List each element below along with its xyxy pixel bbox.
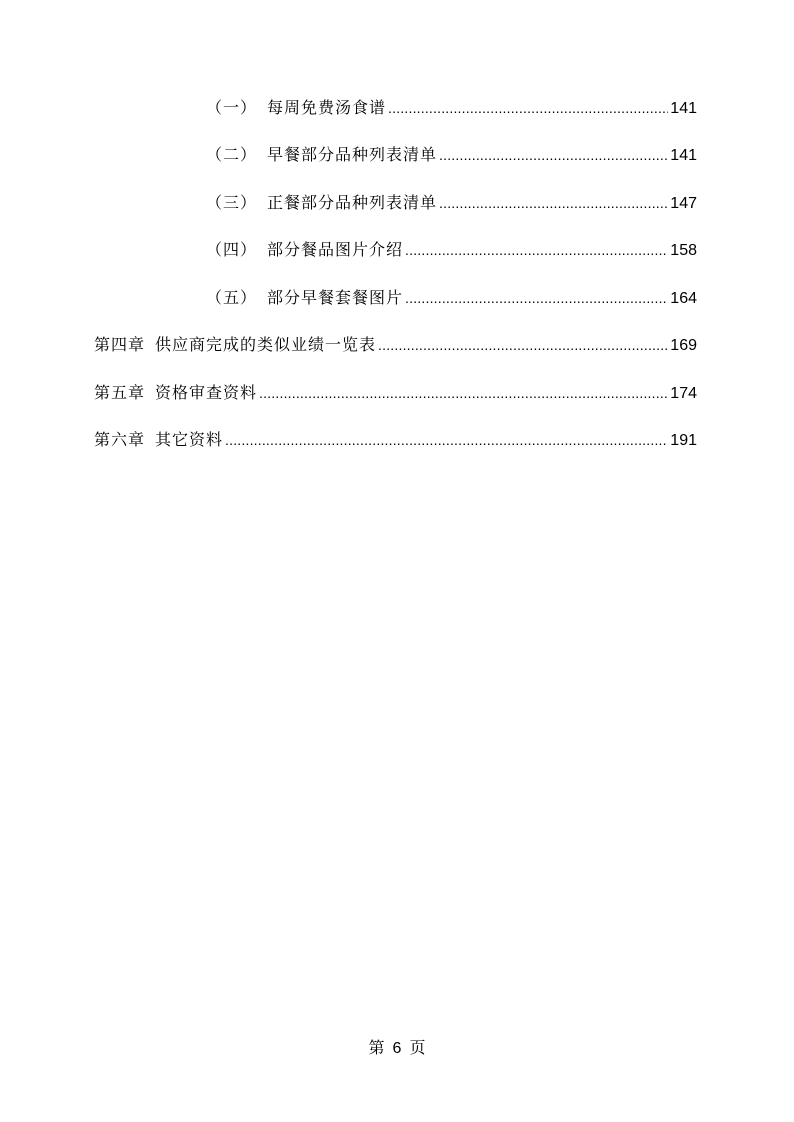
toc-entry-number: 第五章 bbox=[94, 383, 146, 402]
toc-entry-page: 174 bbox=[670, 385, 697, 402]
toc-entry-page: 141 bbox=[670, 147, 697, 164]
toc-entry-number: 第六章 bbox=[94, 430, 146, 449]
toc-entry-page: 169 bbox=[670, 337, 697, 354]
dot-leader bbox=[259, 381, 668, 405]
dot-leader bbox=[439, 143, 668, 167]
toc-entry-page: 158 bbox=[670, 242, 697, 259]
toc-entry-title: 正餐部分品种列表清单 bbox=[267, 193, 438, 212]
toc-entry[interactable] bbox=[206, 143, 697, 167]
toc-entry-title: 资格审查资料 bbox=[155, 383, 258, 402]
dot-leader bbox=[439, 191, 668, 215]
dot-leader bbox=[378, 333, 668, 357]
toc-entry-title: 每周免费汤食谱 bbox=[267, 98, 387, 117]
dot-leader bbox=[405, 238, 668, 262]
toc-entry[interactable] bbox=[206, 96, 697, 120]
page-footer bbox=[0, 1036, 794, 1061]
toc-entry[interactable] bbox=[206, 191, 697, 215]
toc-entry-number: （五） bbox=[206, 288, 258, 307]
page-number: 6 bbox=[392, 1040, 402, 1057]
toc-entry-title: 供应商完成的类似业绩一览表 bbox=[155, 335, 377, 354]
toc-chapter-entry[interactable] bbox=[94, 333, 697, 357]
toc-entry-number: （四） bbox=[206, 240, 258, 259]
page-number-suffix: 页 bbox=[409, 1038, 426, 1057]
toc-entry-number: （一） bbox=[206, 98, 258, 117]
dot-leader bbox=[225, 428, 668, 452]
toc-chapter-entry[interactable] bbox=[94, 428, 697, 452]
toc-entry[interactable] bbox=[206, 238, 697, 262]
toc-entry-page: 141 bbox=[670, 100, 697, 117]
toc-entry-page: 191 bbox=[670, 432, 697, 449]
toc-entry-title: 部分早餐套餐图片 bbox=[267, 288, 404, 307]
toc-entry-title: 早餐部分品种列表清单 bbox=[267, 145, 438, 164]
toc-entry-number: 第四章 bbox=[94, 335, 146, 354]
toc-entry-title: 部分餐品图片介绍 bbox=[267, 240, 404, 259]
dot-leader bbox=[388, 96, 668, 120]
toc-entry-number: （二） bbox=[206, 145, 258, 164]
toc-entry-title: 其它资料 bbox=[155, 430, 224, 449]
page-number-prefix: 第 bbox=[368, 1038, 385, 1057]
toc-entry-page: 147 bbox=[670, 195, 697, 212]
toc-chapter-entry[interactable] bbox=[94, 381, 697, 405]
dot-leader bbox=[405, 286, 668, 310]
toc-entry-page: 164 bbox=[670, 290, 697, 307]
toc-entry-number: （三） bbox=[206, 193, 258, 212]
toc-entry[interactable] bbox=[206, 286, 697, 310]
